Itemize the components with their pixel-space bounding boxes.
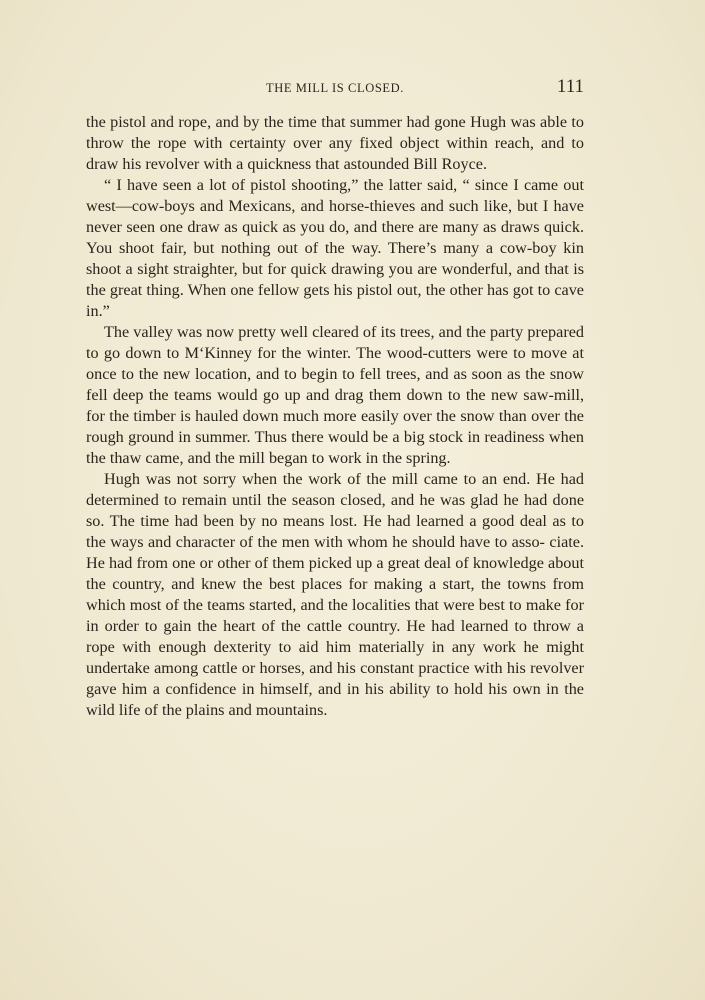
book-page — [86, 76, 584, 721]
paragraph-3: The valley was now pretty well cleared of its trees, and the party prepared to go down to M‘Kinney for the winter. The wood-cutters were to move at once to the new location, and to begin to fell trees, and as soon as the snow fell deep the teams would go up and drag them down to the new saw-mill, for the timber is hauled down much more easily over the snow than over the rough ground in summer. Thus there would be a big stock in readiness when the thaw came, and the mill began to work in the spring. — [86, 323, 584, 467]
page-number: 111 — [556, 76, 584, 97]
paragraph-1: the pistol and rope, and by the time that summer had gone Hugh was able to throw the rope with certainty over any fixed object within reach, and to draw his revolver with a quickness that astounded Bill Royce. — [86, 113, 584, 173]
paragraph-2: “ I have seen a lot of pistol shooting,” the latter said, “ since I came out west—cow-boys and Mexicans, and horse-thieves and such like, but I have never seen one draw as quick as you do, and there are many as draws quick. You shoot fair, but nothing out of the way. There’s many a cow-boy kin shoot a sight straighter, but for quick drawing you are wonderful, and that is the great thing. When one fellow gets his pistol out, the other has got to cave in.” — [86, 176, 584, 320]
running-title: THE MILL IS CLOSED. — [265, 81, 404, 95]
body-text — [86, 112, 584, 721]
paragraph-4: Hugh was not sorry when the work of the mill came to an end. He had determined to remain until the season closed, and he was glad he had done so. The time had been by no means lost. He had learned a good deal as to the ways and character of the men with whom he should have to asso- ciate. He had from one or other of them picked up a great deal of knowledge about the country, and knew the best places for making a start, the towns from which most of the teams started, and the localities that were best to make for in order to gain the heart of the cattle country. He had learned to throw a rope with enough dexterity to aid him materially in any work he might undertake among cattle or horses, and his constant practice with his revolver gave him a confidence in himself, and in his ability to hold his own in the wild life of the plains and mountains. — [86, 470, 584, 719]
running-head — [86, 76, 584, 102]
